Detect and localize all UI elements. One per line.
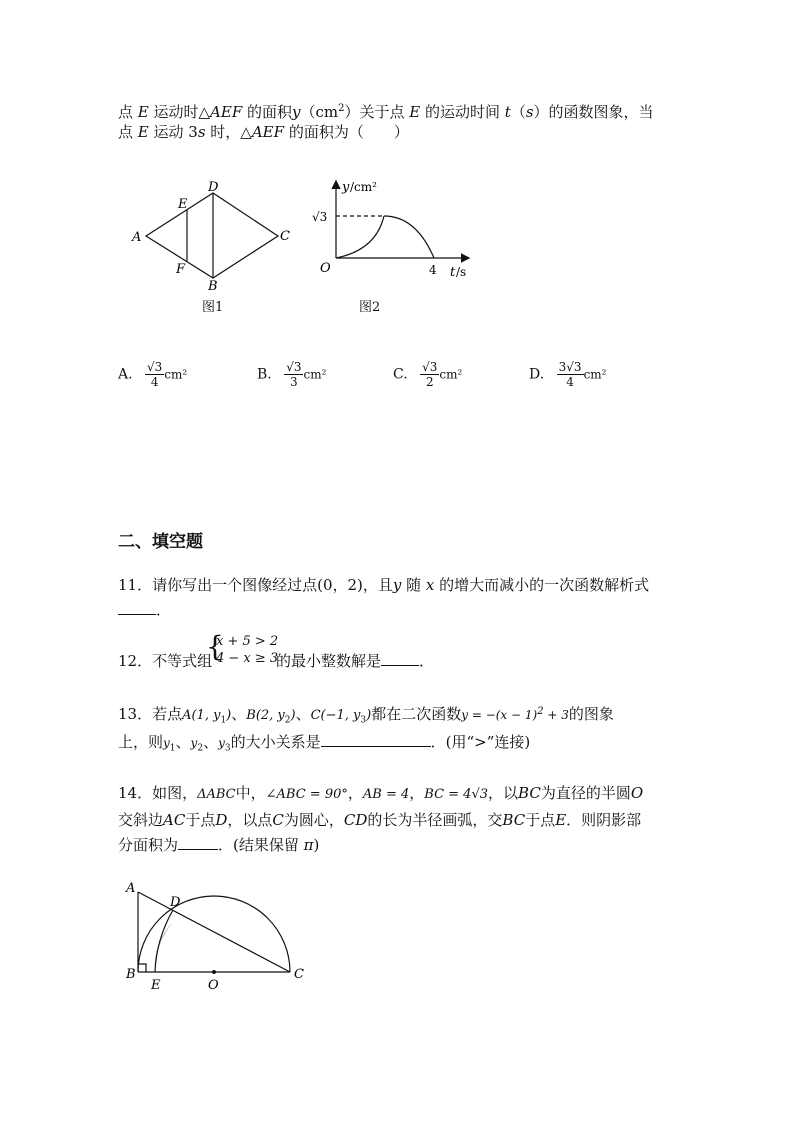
- q11-line-2: ．: [118, 599, 171, 621]
- y-axis-label: y: [342, 180, 350, 195]
- y-tick-label: √3: [312, 210, 328, 224]
- falling-curve: [384, 216, 434, 258]
- x-axis-unit: /s: [456, 265, 467, 279]
- option-b[interactable]: B. $\frac{√3}{3}$ cm²: [257, 360, 327, 389]
- x-tick-label: 4: [429, 263, 437, 277]
- right-angle-mark: [138, 964, 146, 972]
- q13-line-1: 13．若点A(1, $y_1$)、B(2, $y_2$)、C(−1, $y_3$)都在二次函数$y = -(x - 1)^2 + 3$的图象: [118, 705, 614, 726]
- q13-answer-blank[interactable]: [321, 732, 431, 747]
- q13-line-2: 上，则$y_1$、$y_2$、$y_3$的大小关系是 ．(用“>”连接): [118, 733, 531, 754]
- center-point-o: [212, 970, 216, 974]
- q10-figure-2: [308, 176, 478, 286]
- label-b: B: [126, 967, 136, 982]
- rising-curve: [336, 216, 384, 258]
- q10-fig2-caption: 图2: [359, 300, 381, 315]
- label-c: C: [280, 229, 290, 244]
- q12-suffix: 的最小整数解是 ．: [276, 652, 435, 670]
- q14-figure: [120, 878, 320, 996]
- option-c[interactable]: C. $\frac{√3}{2}$ cm²: [393, 360, 463, 389]
- y-axis-unit: /cm²: [350, 180, 377, 194]
- label-d: D: [170, 895, 181, 910]
- q14-line-2: 交斜边AC于点D，以点C为圆心，CD的长为半径画弧，交BC于点E．则阴影部: [118, 811, 642, 829]
- q14-line-3: 分面积为 ．(结果保留 π): [118, 836, 320, 854]
- section-title: 二、填空题: [118, 532, 203, 552]
- label-e: E: [178, 197, 188, 212]
- option-d[interactable]: D. $\frac{3√3}{4}$ cm²: [529, 360, 607, 389]
- q11-answer-blank[interactable]: [118, 600, 156, 615]
- arc-de: [155, 910, 173, 972]
- option-a[interactable]: A. $\frac{√3}{4}$ cm²: [118, 360, 188, 389]
- x-axis-label: t: [450, 265, 456, 280]
- label-a: A: [126, 881, 136, 896]
- q12-inequalities: x + 5 > 2 4 − x ≥ 3: [216, 634, 279, 666]
- label-e: E: [151, 978, 161, 993]
- q12-prefix: 12．不等式组: [118, 652, 213, 670]
- q12-answer-blank[interactable]: [381, 651, 419, 666]
- q12-brace: {: [206, 630, 224, 663]
- label-o: O: [208, 978, 219, 993]
- q14-answer-blank[interactable]: [178, 835, 218, 850]
- label-a: A: [132, 230, 142, 245]
- q10-figure-1: [128, 178, 298, 293]
- hypotenuse-ac: [138, 892, 290, 972]
- q10-line-2: 点 E 运动 3s 时，△AEF 的面积为（ ）: [118, 123, 409, 141]
- rhombus-abcd: [146, 193, 278, 278]
- label-d: D: [208, 180, 219, 195]
- label-f: F: [176, 262, 186, 277]
- label-b: B: [208, 279, 218, 293]
- label-c: C: [294, 967, 304, 982]
- q10-fig1-caption: 图1: [202, 300, 224, 315]
- origin-label: O: [320, 261, 331, 276]
- q10-line-1: 点 E 运动时△AEF 的面积$y(cm^2)$关于点 E 的运动时间 t（s）的函数图象，当: [118, 103, 654, 121]
- q14-line-1: 14．如图，ΔABC中，∠ABC = 90°，AB = 4，BC = 4√3，以BC为直径的半圆O: [118, 784, 644, 802]
- q11-line-1: 11．请你写出一个图像经过点(0，2)，且y 随 x 的增大而减小的一次函数解析式: [118, 576, 650, 594]
